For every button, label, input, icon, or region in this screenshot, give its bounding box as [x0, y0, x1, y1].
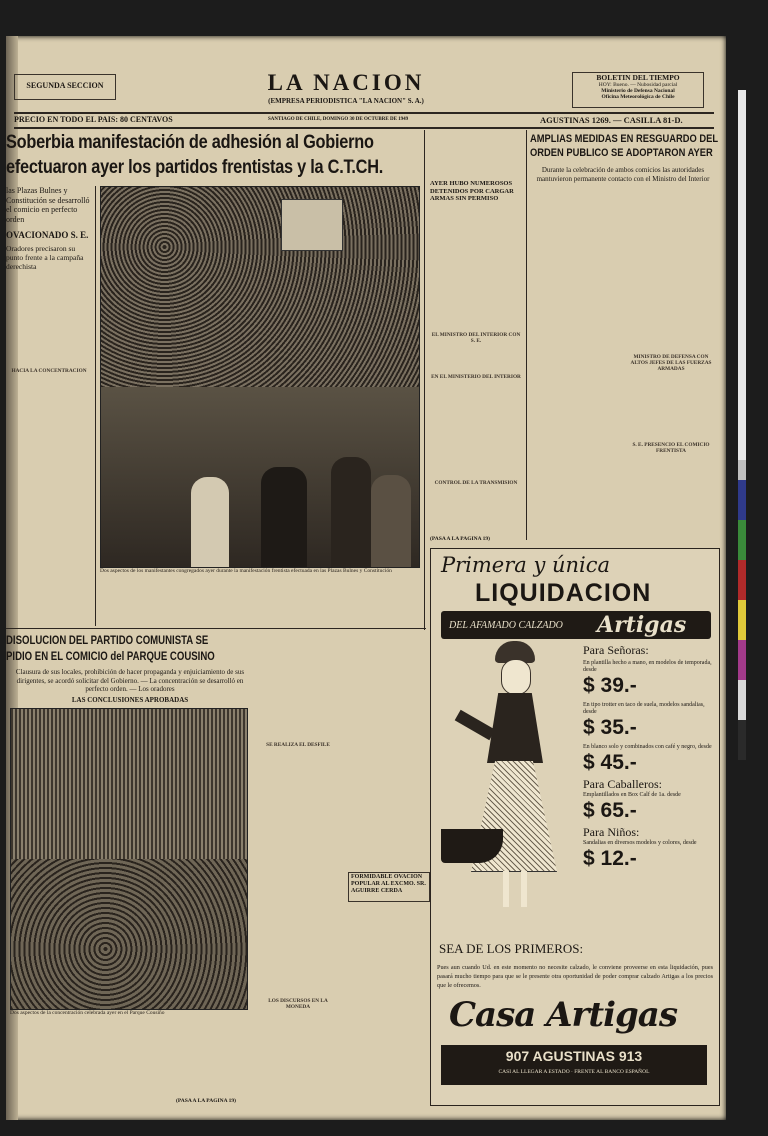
kids-label: Para Niños: — [583, 825, 640, 839]
ad-cta: SEA DE LOS PRIMEROS: — [439, 941, 584, 956]
arrests-head — [430, 180, 522, 203]
parade-upper — [11, 709, 247, 859]
weather-box — [572, 72, 704, 108]
security-subhead-2: S. E. PRESENCIO EL COMICIO FRENTISTA — [632, 442, 710, 455]
woman-illustration — [453, 641, 573, 921]
crowd-upper — [101, 187, 419, 387]
ad-tagline: Primera y única — [441, 553, 611, 577]
price-list — [583, 643, 713, 871]
second-headline-line-1: DISOLUCION DEL PARTIDO COMUNISTA SE — [6, 633, 209, 647]
ad-brand-script: Artigas — [597, 612, 687, 638]
figure-2 — [261, 467, 307, 567]
leg-icon-2 — [521, 871, 527, 907]
left-lead: las Plazas Bulnes y Constitución se desarrolló el comicio en perfecto orden — [6, 186, 90, 224]
calibration-light — [738, 680, 746, 720]
ad-sub: DEL AFAMADO CALZADO — [449, 620, 563, 631]
weather-office: Oficina Meteorológica de Chile — [601, 94, 675, 100]
calibration-white — [738, 90, 746, 460]
second-subhead: LAS CONCLUSIONES APROBADAS — [71, 696, 189, 704]
main-headline-line-1: Soberbia manifestación de adhesión al Gobierno — [6, 132, 374, 153]
calibration-grey — [738, 460, 746, 480]
store-location: CASI AL LLEGAR A ESTADO · FRENTE AL BANCO ESPAÑOL — [498, 1069, 650, 1075]
left-subhead-2: HACIA LA CONCENTRACION — [11, 368, 87, 374]
store-address-banner — [441, 1045, 707, 1085]
arrests-subhead-2: EN EL MINISTERIO DEL INTERIOR — [431, 374, 521, 381]
weather-ministry: Ministerio de Defensa Nacional — [601, 88, 675, 94]
arrests-subhead-3: CONTROL DE LA TRANSMISION — [434, 480, 518, 487]
address-line: AGUSTINAS 1269. — CASILLA 81-D. — [540, 115, 683, 125]
store-address: 907 AGUSTINAS 913 — [505, 1048, 643, 1064]
speeches-subhead: LOS DISCURSOS EN LA MONEDA — [268, 998, 328, 1011]
second-headline — [6, 632, 251, 664]
second-headline-line-2: PIDIO EN EL COMICIO del PARQUE COUSINO — [6, 649, 215, 663]
weather-title: BOLETIN DEL TIEMPO — [596, 73, 680, 82]
second-photo — [10, 708, 248, 1010]
store-name: Casa Artigas — [449, 995, 677, 1035]
center-column-text — [256, 632, 340, 1107]
security-headline-line-2: ORDEN PUBLICO SE ADOPTARON AYER — [530, 147, 713, 159]
face-icon — [501, 659, 531, 695]
item-4: Emplantillados en Box Calf de 1a. desde — [583, 792, 681, 798]
column-rule-2 — [424, 130, 425, 630]
artigas-ad — [430, 548, 720, 1106]
newspaper-title: LA NACION — [267, 70, 425, 95]
security-text-2 — [626, 226, 716, 536]
main-headline-line-2: efectuaron ayer los partidos frentistas y la C.T.CH. — [6, 157, 384, 178]
price-2: $ 35.- — [583, 716, 637, 739]
arrests-text — [430, 214, 522, 534]
price-3: $ 45.- — [583, 751, 637, 774]
left-deck: Oradores precisaron su punto frente a la campaña derechista — [6, 244, 84, 271]
item-1: En plantilla hecho a mano, en modelos de temporada, desde — [583, 660, 712, 673]
main-photo — [100, 186, 420, 568]
ovation-text — [348, 904, 428, 1104]
ladies-label: Para Señoras: — [583, 643, 649, 657]
ovation-headline: FORMIDABLE OVACION POPULAR AL EXCMO. SR. AGUIRRE CERDA — [351, 874, 426, 894]
price-4: $ 65.- — [583, 799, 637, 822]
arm-icon — [455, 710, 496, 740]
column-rule — [95, 186, 96, 626]
masthead-rule-top — [14, 112, 714, 114]
second-story-rule — [6, 628, 426, 629]
calibration-green — [738, 520, 746, 560]
item-5: Sandalias en diversos modelos y colores, desde — [583, 840, 697, 846]
second-deck: Clausura de sus locales, prohibición de hacer propaganda y enjuiciamiento de sus dirigentes, se acordó solicitar del Gobierno. — La concentración se desarrolló en perfecto orden. — Los oradores — [15, 668, 245, 693]
parade-lower — [11, 859, 247, 1009]
left-subhead-1: OVACIONADO S. E. — [6, 230, 89, 240]
calibration-black — [738, 720, 746, 760]
item-3: En blanco solo y combinados con café y negro, desde — [583, 744, 712, 750]
newspaper-page — [6, 36, 726, 1120]
calibration-red — [738, 560, 746, 600]
main-headline — [6, 130, 426, 180]
center-column-text-2 — [344, 632, 428, 868]
section-box — [14, 74, 116, 100]
ad-title: LIQUIDACION — [475, 579, 652, 607]
section-label: SEGUNDA SECCION — [26, 81, 104, 90]
parade-subhead: SE REALIZA EL DESFILE — [266, 742, 330, 748]
calibration-blue — [738, 480, 746, 520]
second-photo-caption: Dos aspectos de la concentración celebrada ayer en el Parque Cousiño — [10, 1010, 165, 1016]
calibration-magenta — [738, 640, 746, 680]
security-head — [530, 132, 719, 183]
price-1: $ 39.- — [583, 674, 637, 697]
item-2: En tipo trotter en taco de suela, modelos sandalias, desde — [583, 702, 705, 715]
main-photo-caption: Dos aspectos de los manifestantes congregados ayer durante la manifestación frentista efectuada en las Plazas Bulnes y Constitución — [100, 568, 392, 574]
security-text-1 — [530, 226, 620, 536]
publisher-line: (EMPRESA PERIODISTICA "LA NACION" S. A.) — [268, 97, 424, 105]
column-rule-3 — [526, 130, 527, 540]
arrests-subhead-1: EL MINISTRO DEL INTERIOR CON S. E. — [431, 332, 521, 345]
price-line: PRECIO EN TODO EL PAIS: 80 CENTAVOS — [14, 115, 173, 124]
second-story-text-bottom — [10, 1020, 246, 1110]
leg-icon — [503, 871, 509, 907]
left-column-heads — [6, 186, 92, 271]
masthead — [196, 70, 496, 105]
calibration-yellow — [738, 600, 746, 640]
second-jump: (PASA A LA PAGINA 19) — [176, 1098, 236, 1104]
arrests-jump: (PASA A LA PAGINA 19) — [430, 536, 490, 542]
security-deck: Durante la celebración de ambos comicios las autoridades mantuvieron permanente contacto con el Ministro del Interior — [536, 166, 710, 183]
figure-1 — [191, 477, 229, 567]
figure-4 — [371, 475, 411, 567]
gents-label: Para Caballeros: — [583, 777, 662, 791]
arrests-headline: AYER HUBO NUMEROSOS DETENIDOS POR CARGAR ARMAS SIN PERMISO — [430, 180, 514, 202]
shoe-icon — [441, 829, 503, 863]
jacket-icon — [487, 693, 543, 763]
dateline: SANTIAGO DE CHILE, DOMINGO 30 DE OCTUBRE DE 1949 — [268, 117, 409, 122]
ad-note: Pues aun cuando Ud. en este momento no necesite calzado, le conviene proveerse en esta liquidación, pues pasará mucho tiempo para que se le presente otra oportunidad de poder comprar calzado Artigas a los precios que le ofrecemos. — [437, 964, 713, 989]
figure-3 — [331, 457, 371, 567]
price-5: $ 12.- — [583, 847, 637, 870]
weather-today: HOY: Bueno. — Nubosidad parcial — [598, 82, 678, 88]
flag-banner — [281, 199, 343, 251]
ovation-box — [348, 872, 430, 902]
security-subhead-1: MINISTRO DE DEFENSA CON ALTOS JEFES DE LAS FUERZAS ARMADAS — [630, 354, 712, 373]
left-column-text — [6, 298, 92, 623]
masthead-rule-bottom — [14, 127, 714, 129]
ad-sub-banner — [441, 611, 711, 639]
security-headline-line-1: AMPLIAS MEDIDAS EN RESGUARDO DEL — [530, 133, 719, 145]
